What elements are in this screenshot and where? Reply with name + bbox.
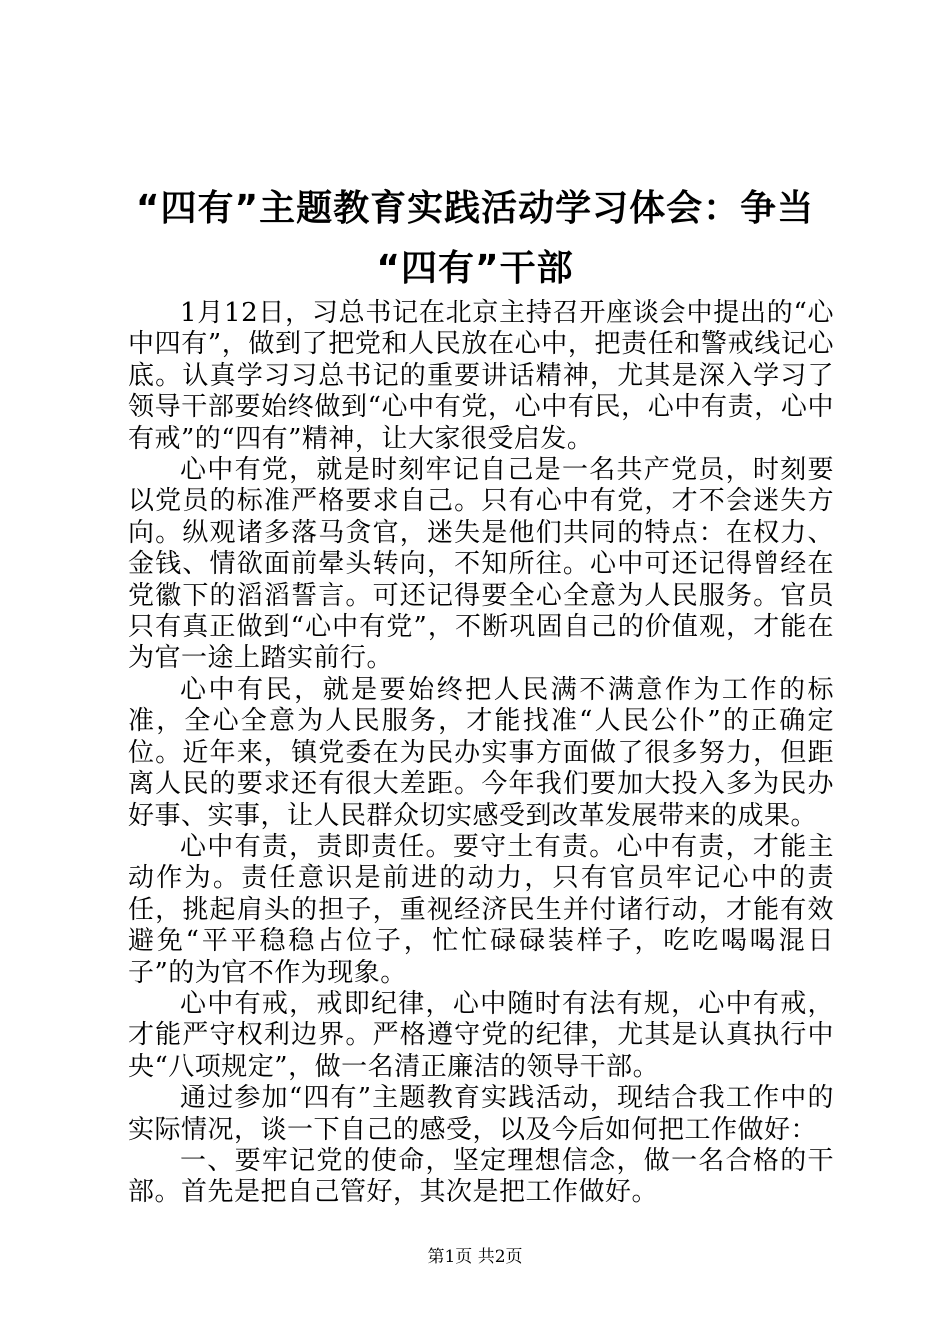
page-number-footer: 第1页 共2页 — [427, 1247, 523, 1267]
paragraph-4: 心中有责，责即责任。要守土有责。心中有责，才能主动作为。责任意识是前进的动力，只有官员牢记心中的责任，挑起肩头的担子，重视经济民生并付诸行动，才能有效避免“平平稳稳占位子，忙忙碌碌装样子，吃吃喝喝混日子”的为官不作为现象。 — [128, 831, 834, 988]
paragraph-2: 心中有党，就是时刻牢记自己是一名共产党员，时刻要以党员的标准严格要求自己。只有心中有党，才不会迷失方向。纵观诸多落马贪官，迷失是他们共同的特点：在权力、金钱、情欲面前晕头转向，不知所往。心中可还记得曾经在党徽下的滔滔誓言。可还记得要全心全意为人民服务。官员只有真正做到“心中有党”，不断巩固自己的价值观，才能在为官一途上踏实前行。 — [128, 455, 834, 674]
document-body — [128, 298, 834, 1209]
paragraph-6: 通过参加“四有”主题教育实践活动，现结合我工作中的实际情况，谈一下自己的感受，以及今后如何把工作做好： — [128, 1083, 834, 1145]
document-title-line-1: “四有”主题教育实践活动学习体会：争当 — [135, 188, 815, 229]
paragraph-1: 1月12日，习总书记在北京主持召开座谈会中提出的“心中四有”，做到了把党和人民放在心中，把责任和警戒线记心底。认真学习习总书记的重要讲话精神，尤其是深入学习了领导干部要始终做到“心中有党，心中有民，心中有责，心中有戒”的“四有”精神，让大家很受启发。 — [128, 298, 834, 454]
paragraph-5: 心中有戒，戒即纪律，心中随时有法有规，心中有戒，才能严守权利边界。严格遵守党的纪律，尤其是认真执行中央“八项规定”，做一名清正廉洁的领导干部。 — [128, 988, 834, 1082]
paragraph-7: 一、要牢记党的使命，坚定理想信念，做一名合格的干部。首先是把自己管好，其次是把工作做好。 — [128, 1145, 834, 1208]
paragraph-3: 心中有民，就是要始终把人民满不满意作为工作的标准，全心全意为人民服务，才能找准“人民公仆”的正确定位。近年来，镇党委在为民办实事方面做了很多努力，但距离人民的要求还有很大差距。今年我们要加大投入多为民办好事、实事，让人民群众切实感受到改革发展带来的成果。 — [128, 674, 834, 831]
document-title-line-2: “四有”干部 — [376, 248, 574, 289]
